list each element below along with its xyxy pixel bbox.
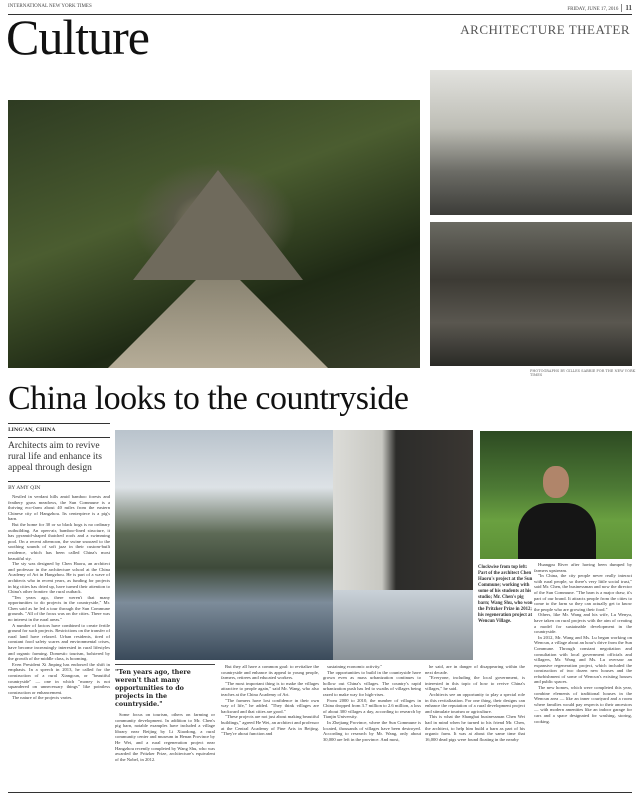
page-number: 11 xyxy=(621,4,632,12)
divider xyxy=(8,437,110,438)
bottom-rule xyxy=(8,792,632,793)
divider xyxy=(8,423,110,424)
paragraph: "In China, the city people never really interact with rural people, so there's very little social trust," said Mr. Chen, the businessman and now the director of the Sun Commune. "The barn is a major draw, it's part of our brand. It attracts people from the cities to come to the farm so they can actually get to know the people who are growing their food." xyxy=(534,573,632,612)
photo-caption: Clockwise from top left: Part of the architect Chen Haoru's project at the Sun Commune; working with some of his students at his studio; Mr. Chen's pig barn; Wang Shu, who won the Pritzker Prize in 2012; his regeneration project at Wencun Village. xyxy=(478,565,533,624)
covered-bridge-photo xyxy=(8,100,420,368)
paragraph: A number of factors have combined to create fertile ground for such projects. Restrictions on the transfer of rural land have relaxed. Urban residents, tired of constant food safety scares and environmental crises, have become increasingly interested in rural lifestyles and organic farming. Domestic tourism, bolstered by the growth of the middle class, is booming. xyxy=(8,622,110,662)
paragraph: In Zhejiang Province, where the Sun Commune is located, thousands of villages have been destroyed. According to research by Mr. Wang, only about 30,000 are left in the province. And most, xyxy=(323,719,421,742)
article-deck: Architects aim to revive rural life and enhance its appeal through design xyxy=(8,441,102,473)
paragraph: "These projects are not just about making beautiful buildings," agreed He Wei, an architect and professor at the Central Academy of Fine Arts in Beijing. "They're about function and xyxy=(221,714,319,737)
subsection-labels: ARCHITECTURE THEATER xyxy=(460,22,630,37)
pig-barn-photo xyxy=(430,222,632,366)
paragraph: But they all have a common goal: to revitalize the countryside and enhance its appeal to young people, farmers, retirees and educated workers. xyxy=(221,664,319,681)
paragraph: he said, are in danger of disappearing within the next decade. xyxy=(425,664,525,675)
article-headline: China looks to the countryside xyxy=(8,380,409,417)
byline: BY AMY QIN xyxy=(8,485,41,491)
dateline: LING'AN, CHINA xyxy=(8,427,56,433)
paragraph: This is what the Shanghai businessman Chen Wei had in mind when he turned to his friend Mr. Chen, the architect, to help him build a barn as part of his organic farm. It was at about the same time that 16,000 dead pigs were found floating in the nearby xyxy=(425,714,525,742)
photo-credit: PHOTOGRAPHS BY GILLES SABRIE FOR THE NEW YORK TIMES xyxy=(530,369,636,377)
pull-quote: "Ten years ago, there weren't that many opportunities to do projects in the countryside." xyxy=(115,664,215,708)
wang-shu-portrait xyxy=(480,431,632,559)
paragraph: sustaining economic activity." xyxy=(327,664,383,669)
text-column-4 xyxy=(323,664,421,789)
text-column-2 xyxy=(115,712,215,762)
text-column-1 xyxy=(8,494,110,789)
wencun-building-photo xyxy=(333,430,473,660)
paragraph: From 2000 to 2010, the number of villages in China dropped from 3.7 million to 2.6 million, a loss of about 300 villages a day, according to research by Tianjin University. xyxy=(323,697,421,720)
paragraph: Nestled in verdant hills amid bamboo forests and feathery grass meadows, the Sun Commune is a thriving eco-farm about 40 miles from the eastern Chinese city of Hangzhou. Its centerpiece is a pig's barn. xyxy=(8,494,110,522)
paragraph: Some focus on tourism, others on farming or community development. In addition to Mr. Chen's pig barn, notable examples have included a village library near Beijing by Li Xiaodong, a rural community center and museum in Henan Province by He Wei, and a rural regeneration project near Hangzhou recently completed by Wang Shu, who was awarded the Pritzker Prize, architecture's equivalent of the Nobel, in 2012. xyxy=(115,712,215,762)
village-landscape-photo xyxy=(115,430,333,660)
text-column-3 xyxy=(221,664,319,789)
paragraph: The new homes, which were completed this year, combine elements of traditional houses in the Wencun area — like an inner courtyard and a room where families would pay respects to their ancestors — with modern amenities like an indoor garage for cars and a space designated for washing, storing, cooking. xyxy=(534,685,632,724)
publication-name: INTERNATIONAL NEW YORK TIMES xyxy=(8,4,92,9)
paragraph: In 2012, Mr. Wang and Ms. Lu began working on Wencun, a village about an hour's drive from the Sun Commune. Through constant negotiation and consultation with local government officials and villagers, Mr. Wang and Ms. Lu oversaw an expansive regeneration project, which included the construction of two dozen new houses and the refurbishment of some of Wencun's existing houses and public spaces. xyxy=(534,634,632,685)
paragraph: The nature of the projects varies. xyxy=(12,695,73,701)
paragraph: "The most important thing is to make the villages attractive to people again," said Mr. Wang, who also teaches at the China Academy of Art. xyxy=(221,680,319,697)
paragraph: But the home for 30 or so black hogs is no ordinary outbuilding. An open-air, bamboo-lined structure, it has pyramid-shaped thatched roofs and a swimming pool. On a recent afternoon, the swine snoozed to the soothing sounds of soft jazz in their custom-built residence, which has been called China's most beautiful sty. xyxy=(8,521,110,561)
text-column-5 xyxy=(425,664,525,789)
section-title: Culture xyxy=(6,9,149,65)
paragraph: Others, like Mr. Wang and his wife, Lu Wenyu, have taken on rural projects with the aim of creating a model for sustainable development in the countryside. xyxy=(534,612,632,635)
text-column-6 xyxy=(534,562,632,790)
paragraph: Even President Xi Jinping has endorsed the shift in emphasis. In a speech in 2013, he called for the construction of a rural Xiangcun, or "beautiful countryside" — one in which "money is not squandered on unnecessary things" like pointless construction or enhancement. xyxy=(8,661,110,695)
paragraph: Huangpu River after having been dumped by farmers upstream. xyxy=(534,562,632,573)
paragraph: The opportunities to build in the countryside have grown even as mass urbanization continues to hollow out China's villages. The country's rapid urbanization push has led to swaths of villages being razed to make way for high-rises. xyxy=(323,669,421,697)
paragraph: "The farmers have lost confidence in their own way of life," he added. "They think villages are backward and that cities are good." xyxy=(221,697,319,714)
issue-date: FRIDAY, JUNE 17, 2016 xyxy=(567,7,619,12)
paragraph: "Everyone, including the local government, is interested in this topic of how to revive China's villages," he said. xyxy=(425,675,525,692)
divider xyxy=(8,481,110,482)
paragraph: The sty was designed by Chen Haoru, an architect and professor in the architecture school at the China Academy of Art in Hangzhou. He is part of a wave of architects who in recent years, as funding for projects in big cities has dried up, have turned their attention to China's other frontier: the rural outback. xyxy=(8,561,110,595)
paragraph: Architects see an opportunity to play a special role in this revitalization. For one thing, their designs can enhance the reputation of a rural development project and stimulate tourism or agriculture. xyxy=(425,691,525,714)
studio-photo xyxy=(430,70,632,215)
paragraph: "Ten years ago, there weren't that many opportunities to do projects in the countryside," Mr. Chen said as he led a tour through the Sun Commune grounds. "All of the focus was on the cities. There was no interest in the rural areas." xyxy=(8,594,110,623)
